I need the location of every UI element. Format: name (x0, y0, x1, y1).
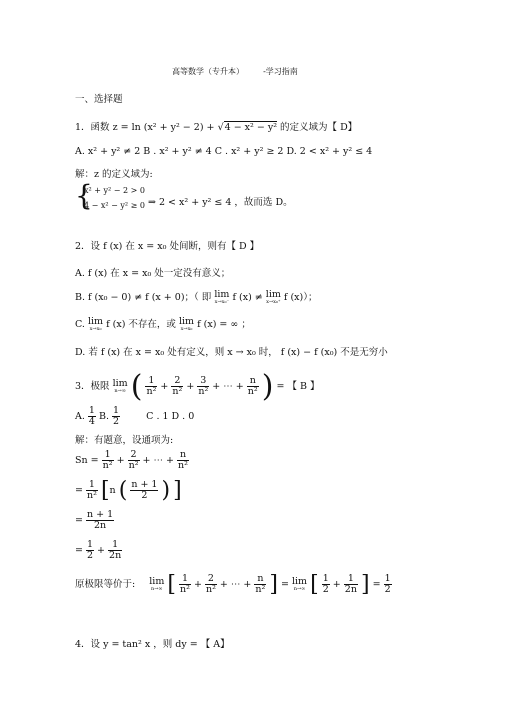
q3-opt-cd: C . 1 D . 0 (146, 410, 195, 422)
frac-num: n + 1 (131, 479, 158, 491)
frac-num: 1 (384, 573, 391, 585)
dots: + ⋯ + (212, 381, 244, 392)
fraction (102, 450, 114, 471)
q3-limit-a (149, 577, 164, 592)
q1-stem (75, 119, 357, 133)
fraction (171, 376, 183, 397)
right-bracket: ] (360, 572, 370, 597)
frac-den: n² (255, 584, 266, 595)
fraction (86, 480, 98, 501)
q1-stem-a: 1．函数 z = ln (x² + y² − 2) + (75, 122, 215, 133)
fraction (205, 574, 217, 595)
frac-den: 2 (141, 490, 148, 501)
q1-stem-sqrt: 4 − x² − y² (224, 122, 278, 133)
q1-options: A. x² + y² ≠ 2 B . x² + y² ≠ 4 C . x² + y² ≥ 2 D. 2 < x² + y² ≤ 4 (75, 146, 373, 157)
frac-den: n² (205, 584, 216, 595)
q3-options (75, 406, 194, 427)
q3-label: 3．极限 (75, 381, 110, 392)
frac-den: 2n (344, 584, 357, 595)
lim-sub: x→x₀ (180, 325, 193, 332)
lim-label: lim (87, 316, 104, 328)
frac-den: 2 (384, 584, 391, 595)
fraction (322, 574, 330, 595)
q3-answer: = 【 B 】 (276, 381, 320, 392)
frac-den: n² (180, 584, 190, 595)
fraction (128, 450, 140, 471)
limit-c2 (179, 317, 194, 332)
lim-sub: n→∞ (114, 387, 126, 394)
frac-den: n² (178, 459, 188, 471)
frac-den: n² (172, 386, 183, 397)
lim-label: lim (149, 576, 165, 588)
dots: + ⋯ + (219, 579, 252, 590)
right-bracket: ] (173, 478, 182, 503)
q2-option-c (75, 316, 251, 332)
q2-option-b-mid: f (x) ≠ (232, 292, 263, 303)
frac-num: n + 1 (86, 509, 114, 520)
frac-den: 2n (93, 519, 107, 531)
fraction (247, 376, 259, 397)
fraction (130, 480, 158, 501)
right-bracket: ] (269, 572, 278, 597)
frac-den: n² (247, 386, 258, 397)
frac-num: 1 (113, 405, 120, 416)
q3-step4: = $\frac{1}{2}$ + $\frac{1}{2n}$ (75, 539, 122, 561)
fraction (108, 540, 122, 561)
fraction (344, 574, 358, 595)
q2-option-b-end: f (x)）； (283, 292, 318, 303)
frac-den: n² (198, 386, 209, 397)
lim-sub: x→x₀⁺ (266, 298, 281, 305)
frac-num: n (254, 574, 266, 585)
limit-c1 (88, 317, 103, 332)
q3-step3: = $\frac{n + 1}{2n}$ (75, 509, 114, 531)
sn-label: Sn = (75, 454, 99, 466)
frac-num: 2 (128, 450, 140, 461)
dots: + ⋯ + (142, 454, 175, 466)
q3-sn-line: Sn = $\frac{1}{\text{n²}}$ + $\frac{2}{\text{n²}}$ + ⋯ + $\frac{n}{\text{n²}}$ (75, 449, 188, 471)
lim-label: lim (112, 378, 128, 390)
fraction (86, 540, 94, 561)
frac-den: 4 (88, 415, 95, 427)
left-bracket: [ (310, 572, 319, 597)
frac-num: n (247, 376, 259, 387)
frac-num: 2 (205, 574, 217, 585)
q3-solution-label: 解：有题意，设通项为: (75, 435, 174, 446)
q1-stem-c: 的定义域为【 D】 (280, 122, 358, 133)
fraction (197, 376, 209, 397)
frac-den: 2 (86, 549, 94, 561)
lim-sub: x→x₀ (89, 325, 102, 332)
q1-system-line1: x² + y² − 2 > 0 (84, 186, 145, 195)
lim-sub: n→∞ (293, 585, 306, 592)
q1-conclusion: ⇒ 2 < x² + y² ≤ 4 ，故而选 D。 (148, 197, 293, 208)
q2-option-b (75, 289, 317, 305)
section-title: 一、选择题 (75, 94, 123, 105)
frac-den: n² (86, 490, 97, 501)
q2-option-a: A. f (x) 在 x = x₀ 处一定没有意义； (75, 268, 231, 279)
frac-num: 2 (171, 376, 183, 387)
q3-step2: = $\frac{1}{\text{n²}}$ [n ( $\frac{n + 1}{2}$ ) ] (75, 478, 182, 503)
q3-limit-b (292, 577, 307, 592)
fraction (179, 574, 191, 595)
frac-den: n² (146, 386, 157, 397)
frac-num: 1 (88, 405, 95, 416)
q3-final: 原极限等价于: lim n→∞ [ $\frac{1}{\text{n²}}$ + $\frac{2}{\text{n²}}$ + ⋯ + $\frac{n}{\text{n²}}$ ] = lim n→∞ [ $\frac{1}{2}$ + $\frac{1}{2n}$ ] = $\frac{1}{2}$ (75, 572, 391, 597)
frac-den: 2n (109, 549, 122, 561)
frac-num: 1 (86, 480, 98, 491)
lim-sub: n→∞ (151, 585, 163, 592)
q2-option-d: D. 若 f (x) 在 x = x₀ 处有定义，则 x → x₀ 时， f (x) − f (x₀) 不是无穷小 (75, 347, 388, 358)
q3-opt-a-label: A. (75, 410, 85, 422)
sqrt-symbol: √ (217, 122, 224, 133)
fraction (112, 406, 120, 427)
left-paren: ( (130, 369, 143, 404)
q3-orig-label: 原极限等价于: (75, 579, 136, 590)
q2-option-c-label: C. (75, 319, 85, 330)
q2-stem: 2．设 f (x) 在 x = x₀ 处间断，则有【 D 】 (75, 241, 260, 252)
frac-num: 1 (102, 450, 114, 461)
frac-num: 1 (108, 540, 122, 551)
q3-stem: 3．极限 lim n→∞ ( $\frac{1}{\text{n²}}$ + $\frac{2}{\text{n²}}$ + $\frac{3}{\text{n²}}$ + ⋯ + $\frac{n}{\text{n²}}$ ) = 【 B 】 (75, 369, 320, 404)
fraction (254, 574, 266, 595)
fraction (88, 406, 96, 427)
lim-label: lim (265, 289, 281, 301)
fraction (384, 574, 392, 595)
frac-num: 1 (179, 574, 191, 585)
q4-stem: 4．设 y = tan² x ，则 dy = 【 A】 (75, 639, 230, 650)
frac-den: n² (128, 459, 139, 471)
frac-num: 1 (344, 574, 358, 585)
frac-num: 1 (322, 573, 329, 585)
q1-system-line2: 4 − x² − y² ≥ 0 (84, 201, 145, 210)
left-brace: { (75, 179, 93, 212)
frac-num: 1 (86, 539, 94, 550)
q2-option-c-end: f (x) = ∞ ； (197, 319, 251, 330)
lim-label: lim (291, 576, 308, 588)
limit-right (266, 290, 281, 305)
lim-label: lim (178, 316, 195, 328)
fraction (86, 510, 114, 531)
left-bracket: [ (100, 478, 110, 503)
frac-num: 1 (145, 376, 157, 387)
left-bracket: [ (167, 572, 176, 597)
page-header (172, 66, 298, 77)
q2-option-b-text: B. f (x₀ − 0) ≠ f (x + 0)；（ 即 (75, 292, 212, 303)
q3-limit (113, 379, 128, 394)
frac-den: n² (102, 459, 113, 471)
q1-solution-label: 解：z 的定义域为: (75, 169, 153, 180)
header-title: 高等数学（专升本） (172, 67, 244, 76)
q3-opt-b-label: B. (99, 410, 110, 422)
fraction (177, 450, 189, 471)
lim-label: lim (214, 289, 230, 301)
q2-option-c-mid: f (x) 不存在，或 (106, 319, 176, 330)
left-paren: ( (118, 478, 128, 503)
limit-left (214, 290, 229, 305)
header-suffix: -学习指南 (263, 67, 298, 76)
right-paren: ) (261, 369, 274, 404)
frac-num: 3 (197, 376, 209, 387)
frac-den: 2 (113, 415, 120, 427)
right-paren: ) (161, 478, 171, 503)
frac-num: n (177, 450, 189, 461)
frac-den: 2 (322, 584, 329, 595)
lim-sub: x→x₀⁻ (214, 298, 230, 305)
fraction (145, 376, 157, 397)
